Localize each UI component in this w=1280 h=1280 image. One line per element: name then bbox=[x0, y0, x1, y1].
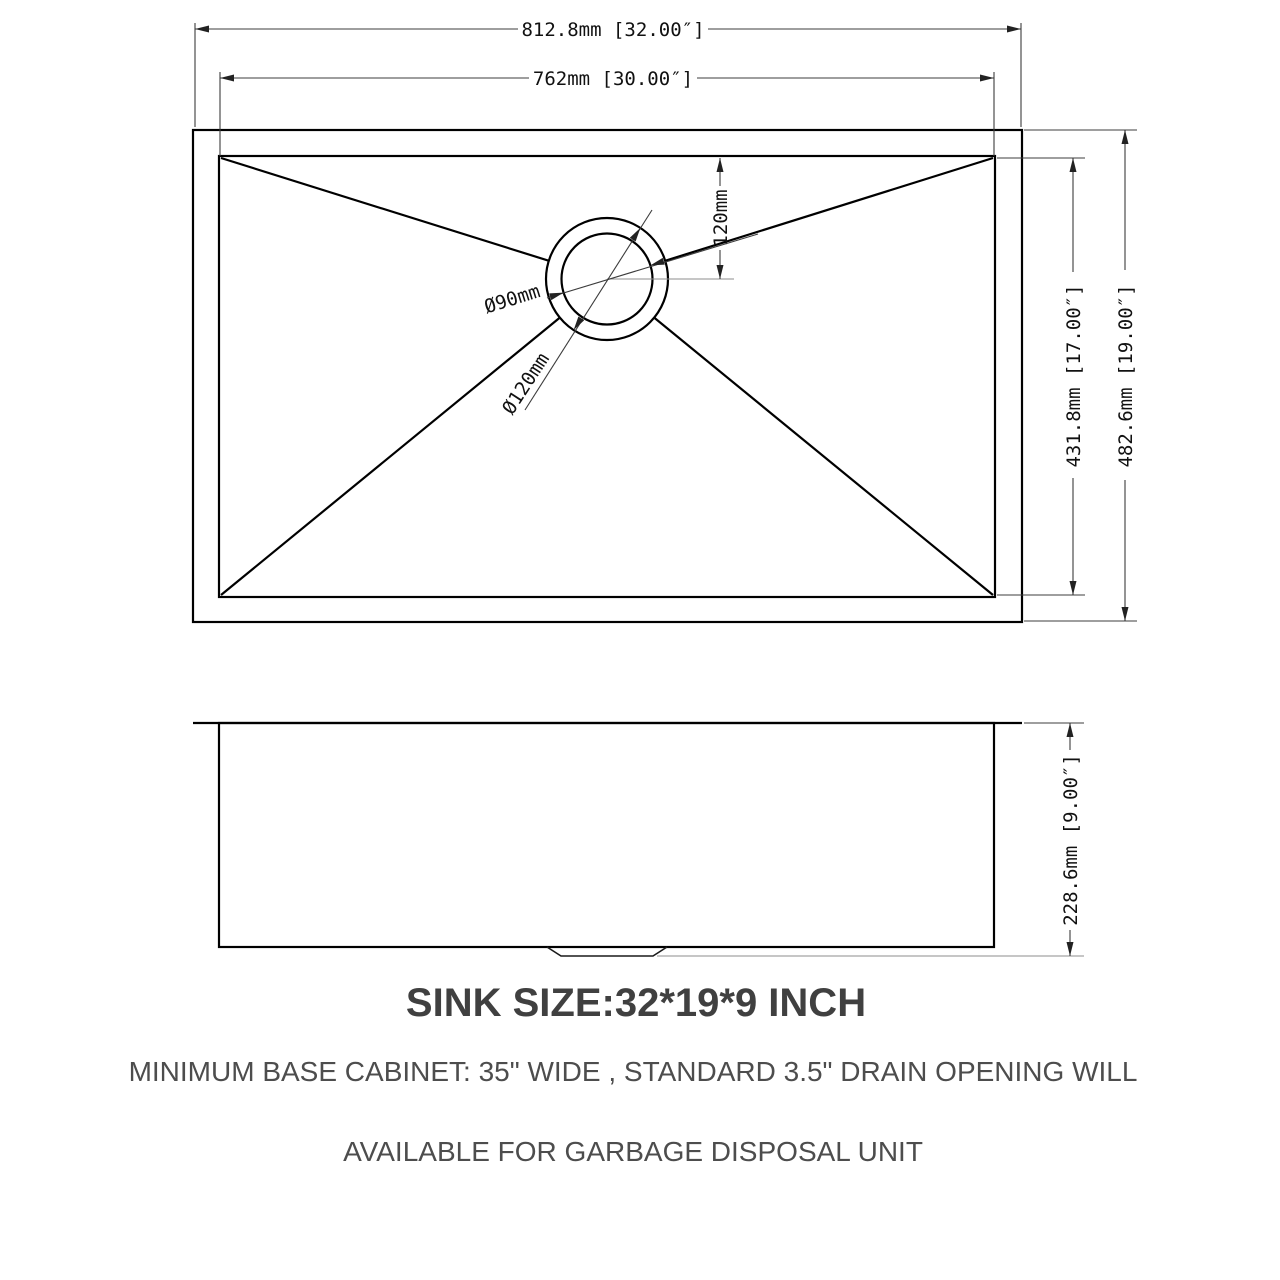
arrowhead bbox=[220, 75, 234, 82]
sink-body bbox=[219, 723, 994, 947]
arrowhead bbox=[980, 75, 994, 82]
arrowhead bbox=[717, 158, 724, 172]
sink-outer-rim bbox=[193, 130, 1022, 622]
dimension-inner-depth bbox=[997, 158, 1085, 595]
arrowhead bbox=[1070, 158, 1077, 172]
drain-stub bbox=[547, 947, 667, 956]
diagonal-bottom-right bbox=[607, 279, 993, 595]
note-line-1: MINIMUM BASE CABINET: 35" WIDE , STANDARD 3.5" DRAIN OPENING WILL bbox=[128, 1056, 1138, 1087]
arrowhead bbox=[1067, 723, 1074, 737]
inner-depth-label: 431.8mm [17.00″] bbox=[1063, 284, 1085, 468]
arrowhead bbox=[1122, 607, 1129, 621]
arrowhead bbox=[1067, 942, 1074, 956]
inner-width-label: 762mm [30.00″] bbox=[532, 68, 694, 90]
arrowhead bbox=[1122, 130, 1129, 144]
arrowhead bbox=[1070, 581, 1077, 595]
arrowhead bbox=[195, 26, 209, 33]
drain-offset-label: 120mm bbox=[710, 189, 732, 247]
note-line-2: AVAILABLE FOR GARBAGE DISPOSAL UNIT bbox=[343, 1136, 923, 1167]
arrowhead bbox=[1007, 26, 1021, 33]
dimension-inner-width bbox=[220, 68, 994, 156]
sink-side-view bbox=[193, 723, 1022, 956]
overall-width-label: 812.8mm [32.00″] bbox=[521, 19, 705, 41]
caption-block bbox=[129, 981, 1138, 1167]
drain-outer-diameter-label: Ø120mm bbox=[497, 348, 554, 419]
arrowhead bbox=[717, 265, 724, 279]
sink-top-view bbox=[193, 130, 1022, 622]
overall-depth-label: 482.6mm [19.00″] bbox=[1115, 284, 1137, 468]
drain-inner-diameter-label: Ø90mm bbox=[481, 280, 543, 319]
dimension-side-height bbox=[657, 723, 1084, 956]
diagonal-bottom-left bbox=[221, 279, 607, 595]
side-height-label: 228.6mm [9.00″] bbox=[1060, 754, 1082, 926]
sink-size-title: SINK SIZE:32*19*9 INCH bbox=[405, 981, 867, 1025]
